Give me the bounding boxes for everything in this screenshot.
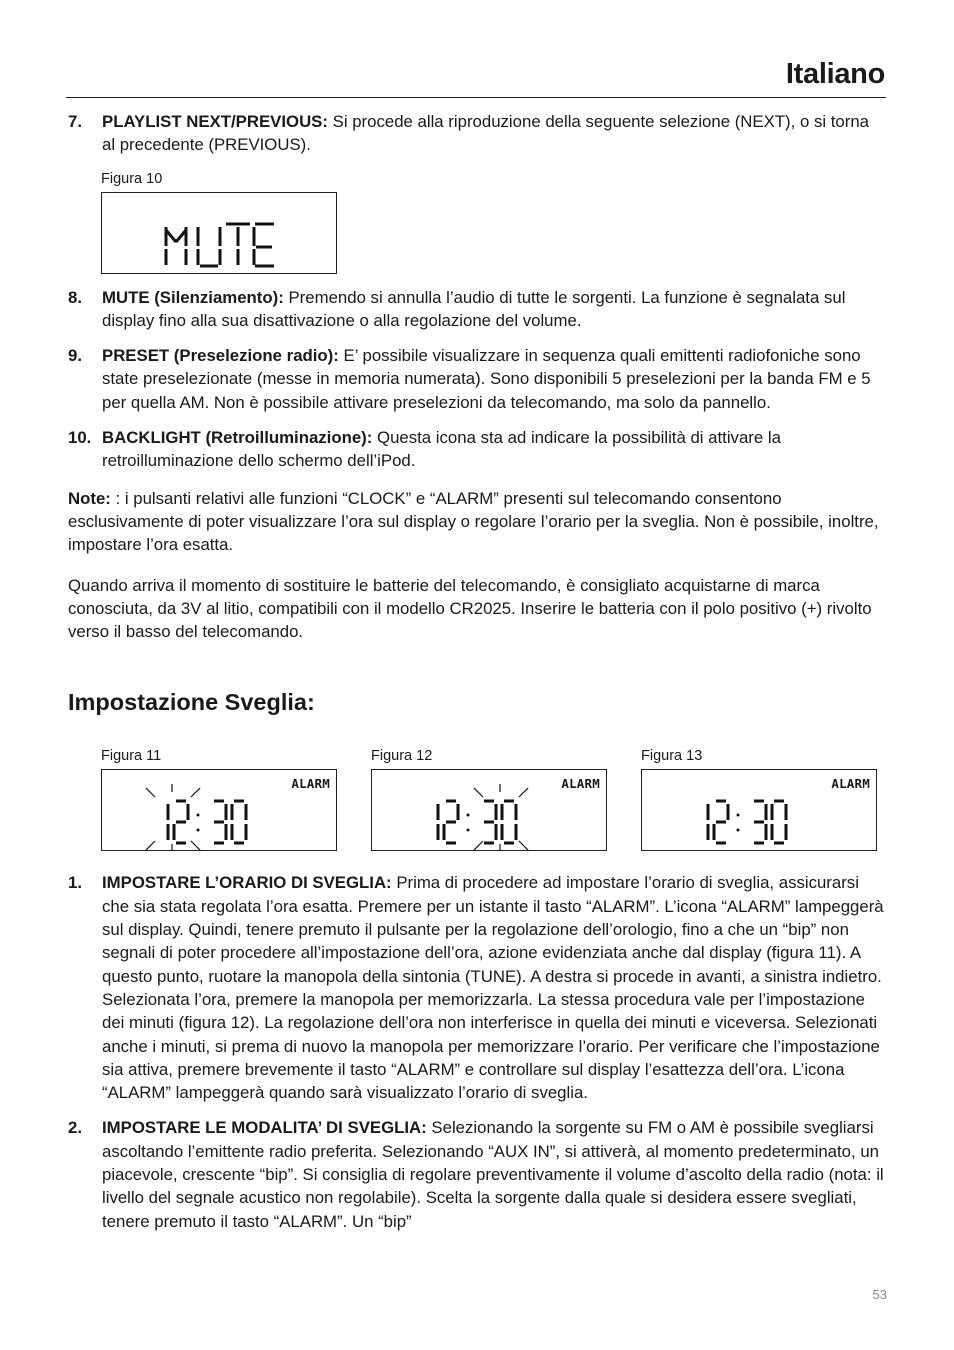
item-number: 8.	[68, 287, 82, 307]
item-number: 1.	[68, 873, 82, 893]
blink-ray	[519, 788, 528, 797]
item-text: E’ possibile visualizzare in sequenza quali emittenti radiofoniche sono state preselezionate (messe in memoria numerata). Sono disponibili 5 preselezioni per la banda FM e 5 per quella AM. Non è possibile attivare preselezioni da telecomando, ma solo da pannello.	[102, 346, 871, 412]
section-title: Impostazione Sveglia:	[68, 689, 315, 716]
blink-ray	[474, 788, 483, 797]
clock-lcd-segments	[102, 770, 336, 850]
alarm-figures-row	[101, 748, 886, 851]
item-label: IMPOSTARE LE MODALITA’ DI SVEGLIA:	[102, 1118, 427, 1138]
item-label: PRESET (Preselezione radio):	[102, 346, 339, 366]
list-item-alarm-1	[68, 871, 886, 1104]
item-label: MUTE (Silenziamento):	[102, 287, 284, 307]
colon-dot	[197, 829, 200, 832]
list-item-8	[68, 286, 886, 333]
colon-dot	[737, 814, 740, 817]
note-label: Note:	[68, 488, 111, 508]
figure-10	[101, 171, 886, 274]
list-item-10	[68, 426, 886, 473]
battery-paragraph: Quando arriva il momento di sostituire le batterie del telecomando, è consigliato acquistarne di marca conosciuta, da 3V al litio, compatibili con il modello CR2025. Inserire le batteria con il polo positivo (+) rivolto verso il basso del telecomando.	[68, 575, 872, 642]
item-label: BACKLIGHT (Retroilluminazione):	[102, 428, 373, 448]
item-text: Questa icona sta ad indicare la possibilità di attivare la retroilluminazione dello schermo dell’iPod.	[102, 428, 781, 471]
clock-digits	[708, 801, 786, 843]
figure-label: Figura 13	[641, 748, 703, 765]
figure-12	[371, 748, 607, 851]
figure-11	[101, 748, 337, 851]
colon-dot	[467, 814, 470, 817]
blink-ray	[191, 788, 200, 797]
alarm-indicator: ALARM	[291, 776, 330, 792]
item-number: 2.	[68, 1118, 82, 1138]
item-text: Prima di procedere ad impostare l’orario di sveglia, assicurarsi che sia stata regolata l’ora esatta. Premere per un istante il tasto “ALARM”. L’icona “ALARM” lampeggerà sul display. Quindi, tenere premuto il pulsante per la regolazione dell’orologio, fino a che un “bip” non segnali di poter procedere all’impostazione dell’ora, azione evidenziata anche dal display (figura 11). A questo punto, ruotare la manopola della sintonia (TUNE). A destra si procede in avanti, a sinistra indietro. Selezionata l’ora, premere la manopola per memorizzarla. La stessa procedura vale per l’impostazione dei minuti (figura 12). La regolazione dell’ora non interferisce in quella dei minuti e viceversa. Selezionati anche i minuti, si prema di nuovo la manopola per memorizzare l’orario. Per verificare che l’impostazione sia attiva, premere brevemente il tasto “ALARM” e controllare sul display l’esattezza dell’ora. L’icona “ALARM” lampeggerà quando sarà visualizzato l’orario di sveglia.	[102, 873, 884, 1103]
list-item-9	[68, 344, 886, 414]
blink-ray	[519, 841, 528, 850]
lcd-display-mute	[101, 192, 337, 274]
lcd-display-clock	[641, 769, 877, 851]
blink-ray	[191, 841, 200, 850]
page-content	[68, 110, 886, 1245]
page-number: 53	[872, 1287, 887, 1302]
item-number: 10.	[68, 428, 92, 448]
blink-ray	[474, 841, 483, 850]
item-label: IMPOSTARE L’ORARIO DI SVEGLIA:	[102, 873, 392, 893]
blink-ray	[146, 788, 155, 797]
figure-13	[641, 748, 877, 851]
figure-label: Figura 12	[371, 748, 433, 765]
list-item-alarm-2	[68, 1116, 886, 1232]
blink-indicator	[146, 784, 200, 850]
mute-lcd-segments	[102, 193, 336, 273]
item-text: Selezionando la sorgente su FM o AM è possibile svegliarsi ascoltando l’emittente radio preferita. Selezionando “AUX IN”, si attiverà, al momento predeterminato, un piacevole, crescente “bip”. Si consiglia di regolare preventivamente il volume d’ascolto della radio (nota: il livello del segnale acustico non regolabile). Scelta la sorgente dalla quale si desidera essere svegliati, tenere premuto il tasto “ALARM”. Un “bip”	[102, 1118, 884, 1231]
item-text: Si procede alla riproduzione della seguente selezione (NEXT), o si torna al precedente (PREVIOUS).	[102, 112, 870, 155]
alarm-indicator: ALARM	[561, 776, 600, 792]
colon-dot	[197, 814, 200, 817]
header-rule	[66, 97, 886, 98]
item-number: 7.	[68, 112, 82, 131]
colon-dot	[467, 829, 470, 832]
colon-dot	[737, 829, 740, 832]
item-label: PLAYLIST NEXT/PREVIOUS:	[102, 112, 328, 131]
clock-digits	[438, 784, 528, 850]
item-text: Premendo si annulla l’audio di tutte le sorgenti. La funzione è segnalata sul display fino alla sua disattivazione o alla regolazione del volume.	[102, 287, 846, 330]
clock-digits	[146, 784, 246, 850]
figure-label: Figura 11	[101, 748, 162, 765]
clock-lcd-segments	[642, 770, 876, 850]
lcd-display-clock	[101, 769, 337, 851]
clock-lcd-segments	[372, 770, 606, 850]
item-number: 9.	[68, 346, 82, 366]
page-header-title: Italiano	[785, 58, 885, 90]
figure-label: Figura 10	[101, 170, 163, 187]
lcd-display-clock	[371, 769, 607, 851]
blink-ray	[146, 841, 155, 850]
note-paragraph	[68, 487, 886, 557]
note-text: : i pulsanti relativi alle funzioni “CLOCK” e “ALARM” presenti sul telecomando consentono esclusivamente di poter visualizzare l’ora sul display o regolare l’orario per la sveglia. Non è possibile, inoltre, impostare l’ora esatta.	[68, 488, 879, 555]
alarm-indicator: ALARM	[831, 776, 870, 792]
list-item-7	[68, 110, 886, 157]
